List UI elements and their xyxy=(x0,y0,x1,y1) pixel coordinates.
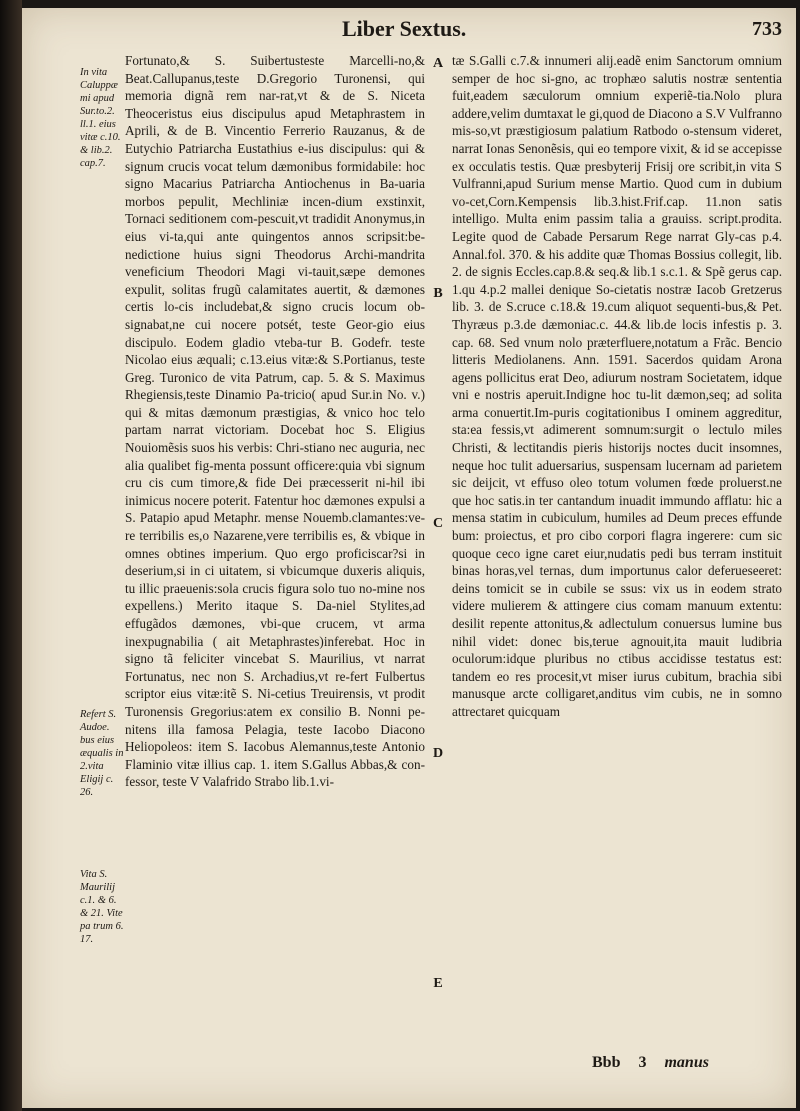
section-letter-a: A xyxy=(432,56,444,71)
catchword: manus xyxy=(664,1054,709,1071)
signature-number: 3 xyxy=(638,1054,647,1071)
section-letter-c: C xyxy=(432,516,444,531)
page-number: 733 xyxy=(752,18,782,40)
margin-note-2: Refert S. Audoe. bus eius æqualis in 2.vita Eligij c. 26. xyxy=(80,709,124,798)
right-text-column xyxy=(452,52,782,721)
left-text-column xyxy=(125,52,425,791)
page-header xyxy=(22,16,796,46)
book-page xyxy=(22,8,796,1108)
signature-mark: Bbb xyxy=(592,1054,621,1071)
right-column-paragraph: tæ S.Galli c.7.& innumeri alij.eadẽ enim Sanctorum omnium semper de hoc si-gno, ac trophæo salutis nostræ sententia fuit,eadem sæculorum omnium experiẽ-tia.Nolo plura addere,velim dumtaxat le gi,quod de Diacono a S.V Vulfranno mis-so,vt præstigiosum palatium Ratbodo o-stensum videret, narrat Ionas Senonẽsis, qui eo tempore vixit, & id se accepisse ex occulatis testis. Quæ presbyterij Frisij ore scribit,in vita S Vulfranni,apud Surium mense Martio. Quod cum in dubium vo-cet,Corn.Kempensis lib.3.hist.Frif.cap. 11.non satis intelligo. Multa enim passim talia a grauiss. script.prodita. Legite quod de Cabade Persarum Rege narrat Gly-cas p.4. Annal.fol. 370. & his addite quæ Thomas Bossius collegit, lib. 2. de signis Eccles.cap.8.& seq.& lib.1 s.c.1. & Spẽ gerus cap. 1.qu 4.p.2 mallei denique So-cietatis nostræ Iacob Gretzerus lib. 3. de S.cruce c.18.& 19.cum aliquot sequenti-bus,& Pet. Thyræus p.3.de dæmoniac.c. 44.& lib.de locis infestis p. 3. cap. 68. Sed vnum nolo præterfluere,notatum a Frãc. Bencio litteris Mediolanens. Ann. 1591. Sacerdos quidam Arona agens pollicitus erat Deo, adiurum nostram Societatem, idque vni e nostris aperuit.Indigne hoc tu-lit dæmon,seq; ad solita arma conuertit.Im-puris cogitationibus I ominem aggreditur, sta:ea fessis,vt adimerent somnum:surgit o lectulo miles Christi, & lectitandis pieris historijs noctes ducit insomnes, neque hoc tulit aduersarius, suspensam lucernam ad parietem sic deijcit, vt effuso oleo totum volumen fœde proluerst.ne que hoc satis.in ter cantandum inuadit immundo afflatu: hic a mensa statim in cubiculum, humiles ad Deum preces effunde bum: proiectus, et pro cibo corpori flagra ingerere: cum sic quoque ceco igne caret eiur,nudatis pedi bus terram instituit binas horas,vel ternas, dum importunus calor deferueseeret: deins tomicit se in cubile se ssus: vix us in eodem strato videre mulierem & attingere cius comam manuum extentu: desilit repente attonitus,& adlectulum conuersus lumine bus nihil videt: donec bis,terue agnouit,ita mauit ludibria oculorum:idque pluribus no ctibus accidisse testatus est: tandem eo res procesit,vt miser iurus cubitum, brachia sibi manusque arcte colligaret,anditus vim cubis, ne in somno attrectaret quicquam xyxy=(452,53,782,719)
section-letter-e: E xyxy=(433,976,443,991)
margin-note-1: In vita Caluppæ mi apud Sur.to.2. ll.1. eius vitæ c.10. & lib.2. cap.7. xyxy=(80,67,121,169)
running-title: Liber Sextus. xyxy=(342,16,467,41)
page-footer xyxy=(592,1054,709,1072)
margin-note-3: Vita S. Maurilij c.1. & 6. & 21. Vite pa trum 6. 17. xyxy=(80,869,124,945)
section-letter-b: B xyxy=(433,286,443,301)
book-gutter-shadow xyxy=(0,0,22,1111)
section-letter-d: D xyxy=(432,746,444,761)
left-column-paragraph: Fortunato,& S. Suibertusteste Marcelli-no,& Beat.Callupanus,teste D.Gregorio Turonensi, qui memoria dignã rem nar-rat,vt & de S. Niceta Theoceristus eius discipulus apud Metaphrastem in Aprili, & de B. Vincentio Ferrerio Rauzanus, & de Eutychio Patriarcha Eustathius e-ius discipulus: qui & signum crucis vocat telum dæmonibus formidabile: hoc signo Macarius Patriarcha Antiochenus in Ba-uaria morbos pepulit, Mechliniæ incen-dium exstinxit, Tornaci seditionem com-pescuit,vt tradidit Anonymus,in eius vi-ta,qui ante quingentos annos scripsit:be-nedictione huius signi Theodorus Archi-mandrita veneficium Theodori Magi vi-tauit,sæpe demones expulit, solitas frugũ calamitates auertit, & dæmones certis lo-cis includebat,& signo crucis locum ob-signabat,ne cui nocere potsét, teste Geor-gio eius discipulo. Eodem gladio vteba-tur B. Godefr. teste Nicolao eius æquali; c.13.eius vitæ:& S.Portianus, teste Greg. Turonico de vita Patrum, cap. 5. & S. Maximus Rhegiensis,teste Dinamio Pa-tricio( apud Sur.in No. v.) qui & mitas dæmonum præstigias, & vnico hoc telo partam narrat victoriam. Docebat hoc S. Eligius Nouiomẽsis suos his verbis: Chri-stiano nec auguria, nec alia qualibet fig-menta possunt officere:quia vbi signum cru cis cum timore,& fide Dei præcesserit ni-hil ibi inimicus nocere poterit. Fatentur hoc dæmones expulsi a S. Patapio apud Metaphr. mense Nouemb.clamantes:ve-re terribilis es,o Nazarene,vere terribilis es, & vbique in omnes obtines imperium. Quo ergo proficiscar?si in deserium,si in ci uitatem, si vbicumque duxeris aliquis, tu illic praeuenis:sola crucis figura solo tuo no-mine nos expellens.) Merito itaque S. Da-niel Stylites,ad effugãdos dæmones, vbi-que crucem, vt arma inexpugnabilia ( ait Metaphrastes)inferebat. Hoc in signo tã feliciter vincebat S. Maurilius, vt narrat Fortunatus, nec non S. Archadius,vt re-fert Fulbertus scriptor eius vitæ:itẽ S. Ni-cetius Treuirensis, vt prodit Turonensis Gregorius:atem ex consilio B. Nonni pe-nitens illa famosa Pelagia, teste Iacobo Diacono Heliopoleos: item S. Iacobus Alemannus,teste Antonio Flaminio vitæ illius cap. 1. item S.Gallus Abbas,& con-fessor, teste V Valafrido Strabo lib.1.vi- xyxy=(125,53,425,790)
